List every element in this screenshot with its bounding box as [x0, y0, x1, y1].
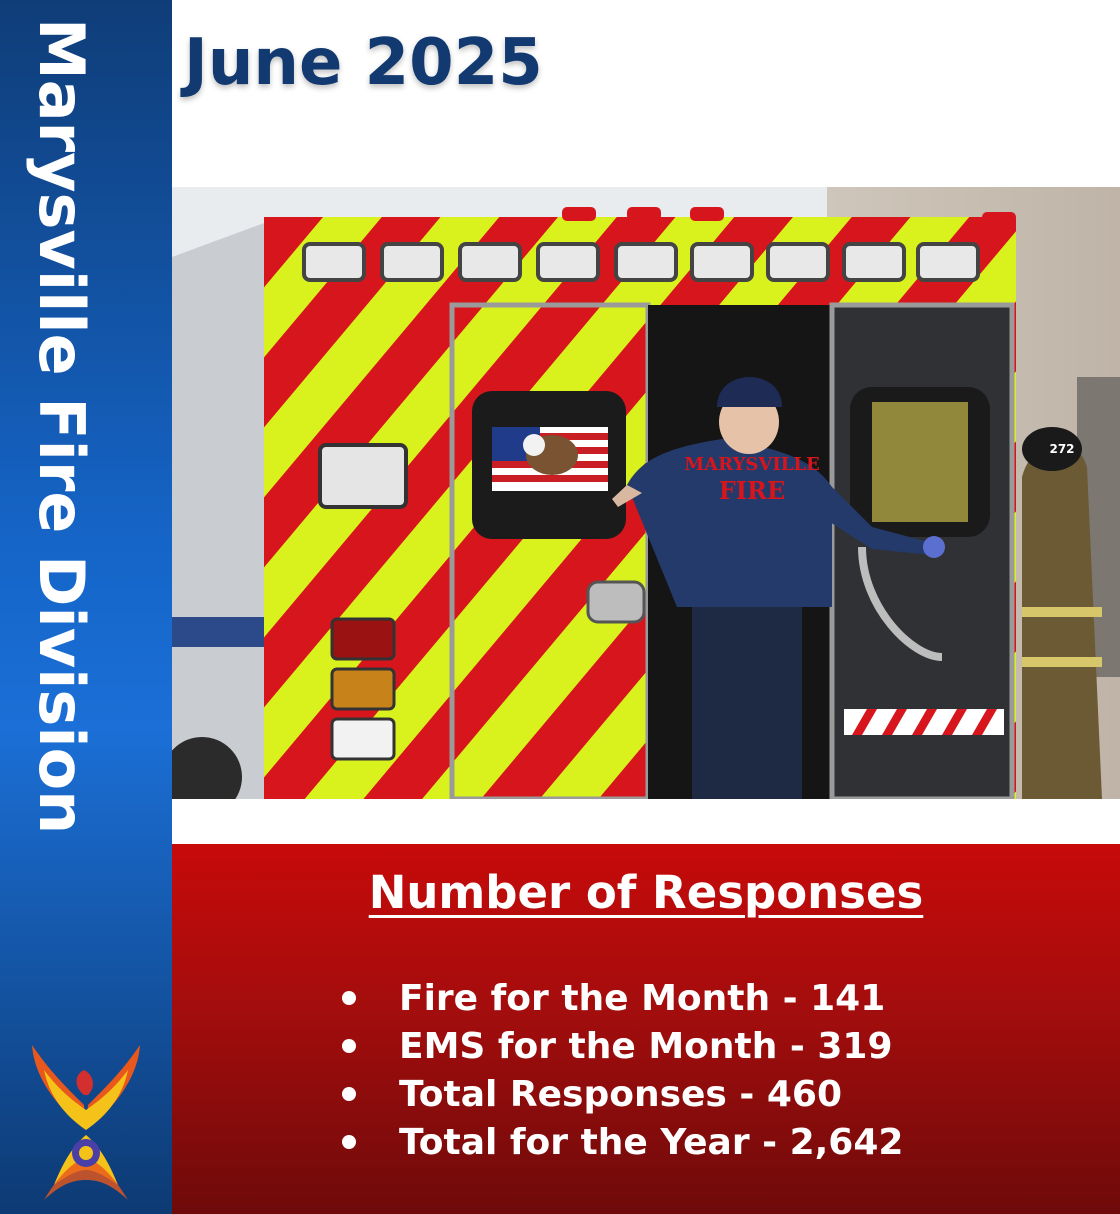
- list-item: [342, 1070, 903, 1118]
- shirt-text-line1: MARYSVILLE: [684, 454, 820, 475]
- spacer: [172, 799, 1120, 844]
- response-stat-label: Total Responses - 460: [399, 1073, 843, 1115]
- shirt-text-line2: FIRE: [718, 476, 786, 505]
- list-item: [342, 1118, 903, 1166]
- helmet-number: 272: [1049, 442, 1075, 456]
- response-stat-label: EMS for the Month - 319: [399, 1025, 893, 1067]
- list-item: [342, 974, 903, 1022]
- responses-heading: Number of Responses: [368, 866, 924, 919]
- division-title: Marysville Fire Division: [25, 18, 98, 835]
- phoenix-logo-icon: [14, 1035, 158, 1205]
- bullet-icon: [342, 1039, 356, 1053]
- response-stat-label: Total for the Year - 2,642: [399, 1121, 904, 1163]
- sidebar-banner: [0, 0, 172, 1214]
- bullet-icon: [342, 991, 356, 1005]
- ambulance-photo: [172, 187, 1120, 799]
- responses-list: [342, 974, 903, 1166]
- bullet-icon: [342, 1087, 356, 1101]
- responses-panel: [172, 844, 1120, 1214]
- response-stat-label: Fire for the Month - 141: [399, 977, 886, 1019]
- list-item: [342, 1022, 903, 1070]
- page-header: [172, 0, 1120, 187]
- bullet-icon: [342, 1135, 356, 1149]
- month-title: June 2025: [184, 26, 543, 100]
